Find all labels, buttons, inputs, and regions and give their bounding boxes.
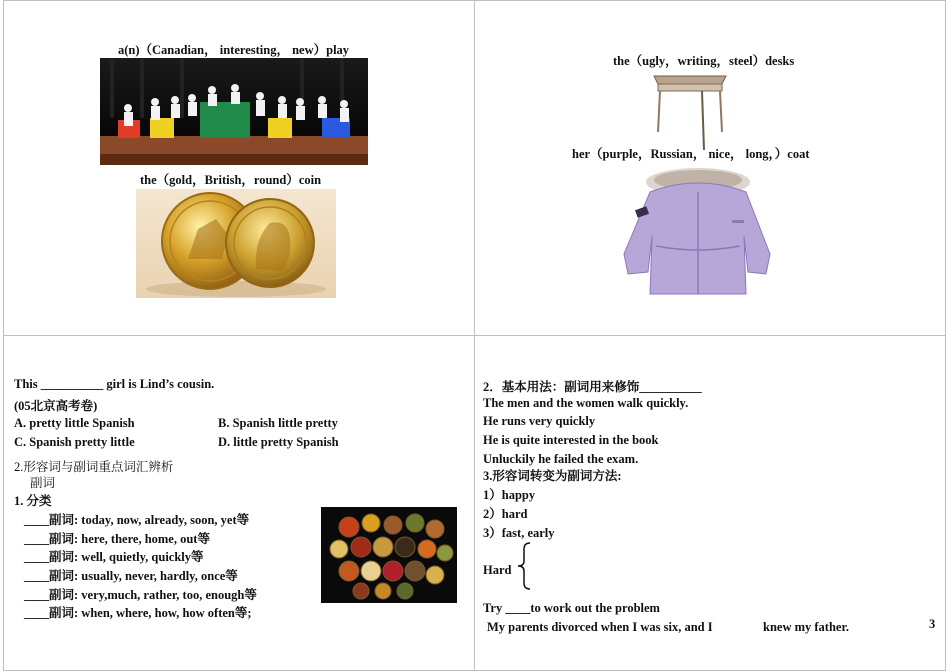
purple-coat-image <box>620 164 775 296</box>
caption-desks: the（ugly，writing，steel）desks <box>613 54 795 68</box>
example-2: He runs very quickly <box>483 414 596 428</box>
writing-desk-image <box>650 70 730 152</box>
caption-play: a(n)（Canadian， interesting， new）play <box>118 43 350 57</box>
coat-photo <box>620 164 775 296</box>
convert-item-3: 3）fast, early <box>483 526 555 540</box>
play-photo <box>100 58 368 165</box>
category-interrogative: ____副词: when, where, how, how often等; <box>24 606 252 620</box>
spices-photo <box>321 507 457 603</box>
option-d: D. little pretty Spanish <box>218 435 339 449</box>
example-1: The men and the women walk quickly. <box>483 396 689 410</box>
parents-sentence: My parents divorced when I was six, and I <box>487 620 713 634</box>
category-degree: ____副词: very,much, rather, too, enough等 <box>24 588 257 602</box>
caption-coin: the（gold，British，round）coin <box>140 173 322 187</box>
hard-label: Hard <box>483 563 512 577</box>
gold-coins-image <box>136 189 336 298</box>
desk-photo <box>650 70 730 152</box>
category-place: ____副词: here, there, home, out等 <box>24 532 210 546</box>
section-subtitle: 副词 <box>30 476 56 490</box>
example-3: He is quite interested in the book <box>483 433 659 447</box>
convert-title: 3.形容词转变为副词方法: <box>483 469 622 483</box>
usage-title: 2．基本用法：副词用来修饰__________ <box>483 380 702 394</box>
category-frequency: ____副词: usually, never, hardly, once等 <box>24 569 238 583</box>
coin-photo <box>136 189 336 298</box>
theater-stage-image <box>100 58 368 165</box>
spices-bowls-image <box>321 507 457 603</box>
convert-item-2: 2）hard <box>483 507 528 521</box>
question-source: (05北京高考卷) <box>14 399 98 413</box>
page-number: 3 <box>929 617 936 631</box>
category-time: ____副词: today, now, already, soon, yet等 <box>24 513 250 527</box>
classify-title: 1. 分类 <box>14 494 52 508</box>
example-4: Unluckily he failed the exam. <box>483 452 639 466</box>
caption-coat: her（purple，Russian， nice， long，）coat <box>572 147 810 161</box>
option-b: B. Spanish little pretty <box>218 416 338 430</box>
section-title: 2.形容词与副词重点词汇辨析 <box>14 460 174 474</box>
convert-item-1: 1）happy <box>483 488 536 502</box>
try-sentence: Try ____to work out the problem <box>483 601 660 615</box>
option-c: C. Spanish pretty little <box>14 435 135 449</box>
option-a: A. pretty little Spanish <box>14 416 135 430</box>
category-manner: ____副词: well, quietly, quickly等 <box>24 550 204 564</box>
hard-brace <box>514 541 534 591</box>
parents-sentence-end: knew my father. <box>763 620 849 634</box>
question-text: This __________ girl is Lind’s cousin. <box>14 377 215 391</box>
